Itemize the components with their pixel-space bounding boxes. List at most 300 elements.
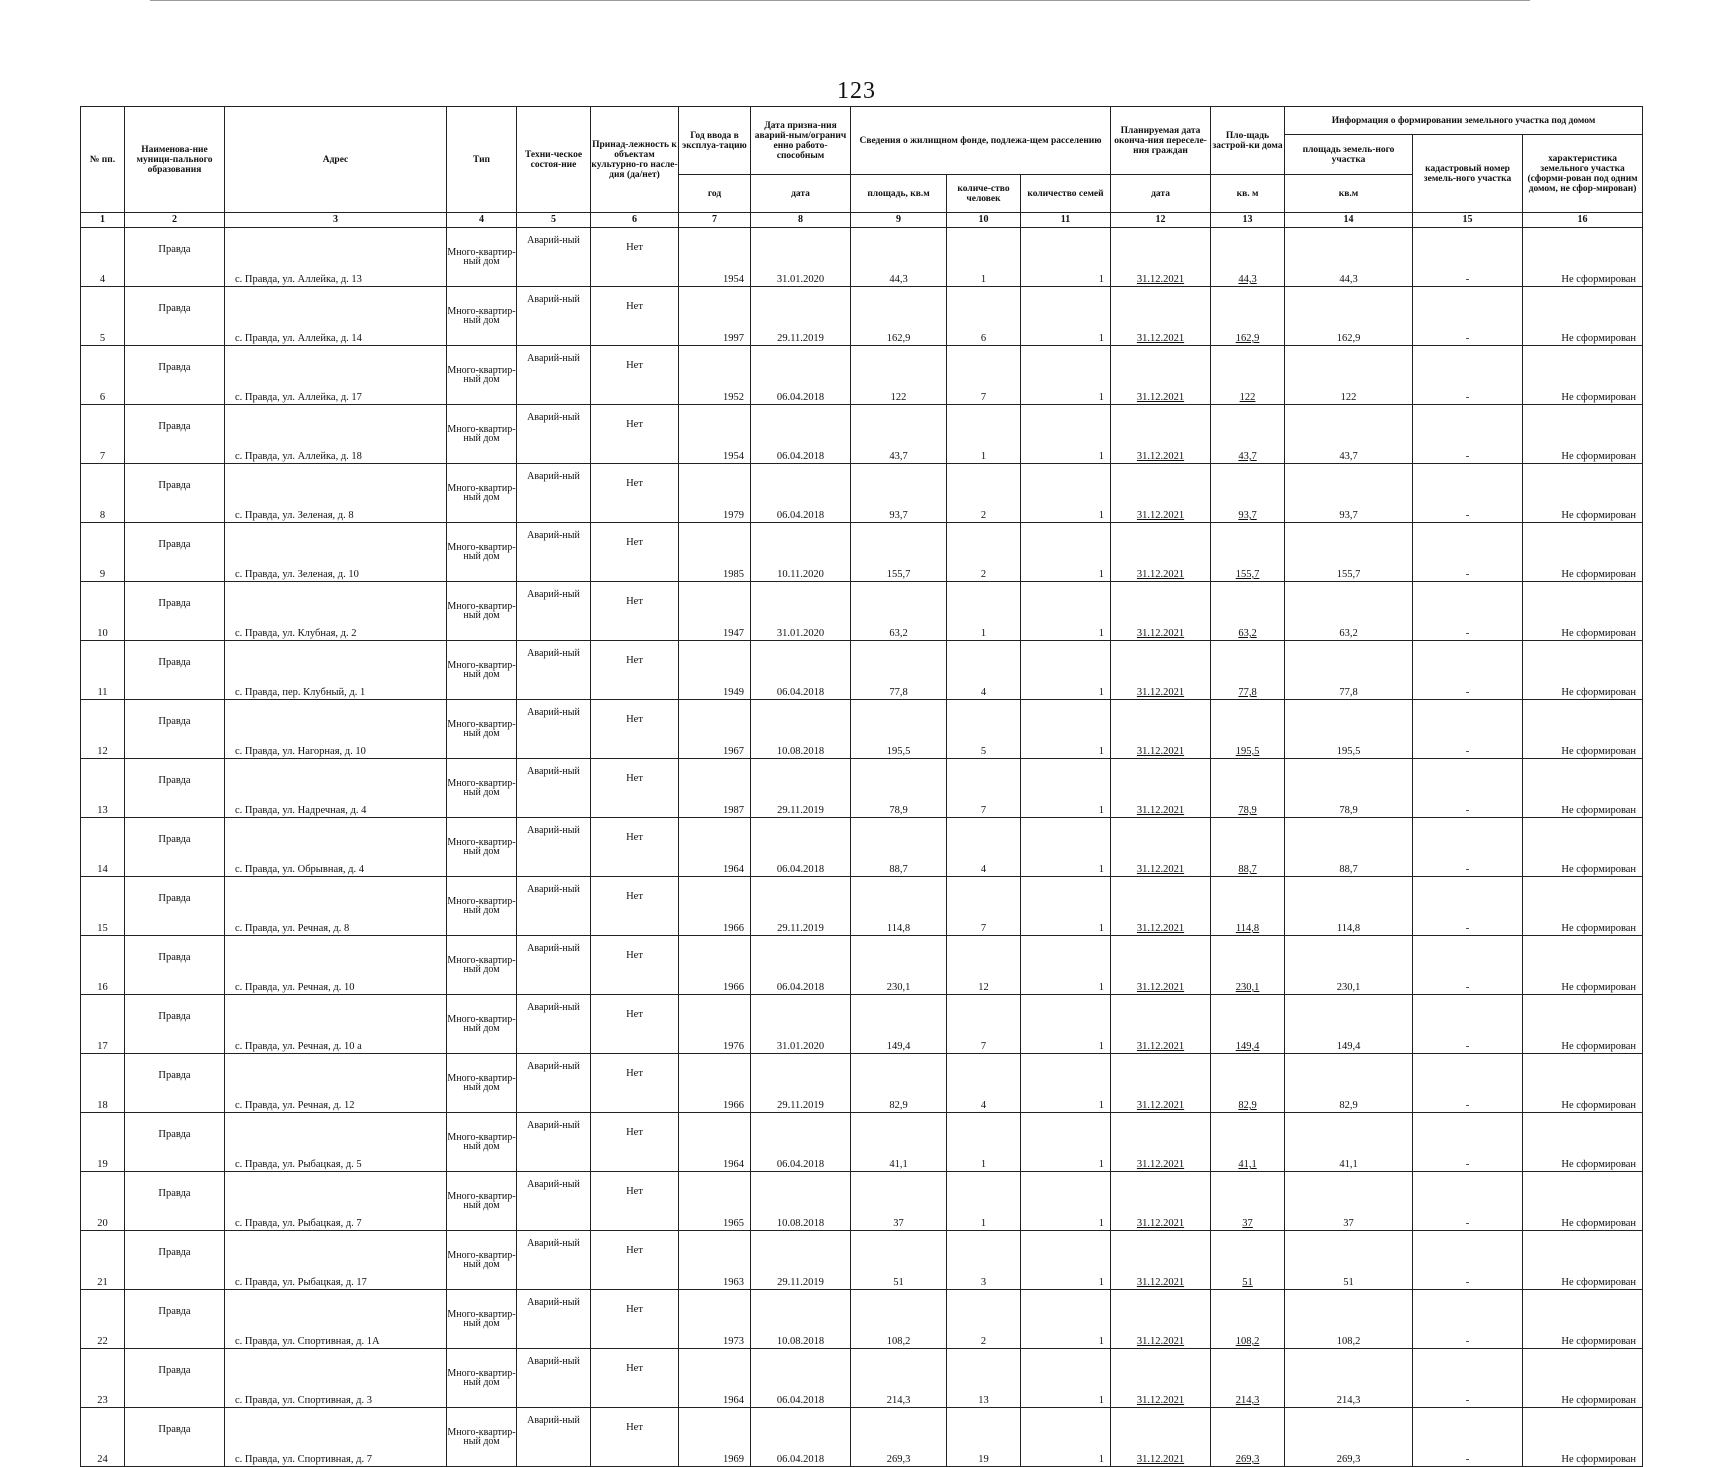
families-count-cell: 1 [1021,582,1111,641]
header-housing-area: площадь, кв.м [851,175,947,213]
planned-date-cell: 31.12.2021 [1111,1113,1211,1172]
technical-state-cell: Аварий-ный [517,582,591,641]
cadastral-number-cell: - [1413,759,1523,818]
header-building-area: Пло-щадь застрой-ки дома [1211,107,1285,175]
header-date-sub: дата [751,175,851,213]
people-count-cell: 7 [947,759,1021,818]
column-number: 10 [947,213,1021,228]
planned-date-cell: 31.12.2021 [1111,995,1211,1054]
families-count-cell: 1 [1021,1172,1111,1231]
table-row [81,1349,1643,1408]
column-number: 1 [81,213,125,228]
building-type-cell: Много-квартир-ный дом [447,346,517,405]
column-number: 13 [1211,213,1285,228]
emergency-date-cell: 06.04.2018 [751,818,851,877]
technical-state-cell: Аварий-ный [517,1290,591,1349]
municipality-cell: Правда [125,1113,225,1172]
housing-area-cell: 108,2 [851,1290,947,1349]
building-type-cell: Много-квартир-ный дом [447,464,517,523]
housing-area-cell: 88,7 [851,818,947,877]
address-cell: с. Правда, ул. Спортивная, д. 1А [225,1290,447,1349]
land-status-cell: Не сформирован [1523,936,1643,995]
families-count-cell: 1 [1021,995,1111,1054]
building-type-cell: Много-квартир-ный дом [447,1408,517,1467]
families-count-cell: 1 [1021,641,1111,700]
housing-area-cell: 41,1 [851,1113,947,1172]
commission-year-cell: 1954 [679,228,751,287]
cultural-heritage-cell: Нет [591,523,679,582]
cadastral-number-cell: - [1413,877,1523,936]
commission-year-cell: 1964 [679,818,751,877]
header-people-count: количе-ство человек [947,175,1021,213]
table-row [81,287,1643,346]
building-area-cell: 149,4 [1211,995,1285,1054]
planned-date-cell: 31.12.2021 [1111,405,1211,464]
address-cell: с. Правда, ул. Речная, д. 8 [225,877,447,936]
emergency-date-cell: 31.01.2020 [751,582,851,641]
planned-date-cell: 31.12.2021 [1111,523,1211,582]
emergency-date-cell: 06.04.2018 [751,464,851,523]
land-status-cell: Не сформирован [1523,523,1643,582]
land-area-cell: 82,9 [1285,1054,1413,1113]
municipality-cell: Правда [125,287,225,346]
emergency-date-cell: 06.04.2018 [751,1113,851,1172]
cultural-heritage-cell: Нет [591,1054,679,1113]
address-cell: с. Правда, ул. Аллейка, д. 18 [225,405,447,464]
housing-area-cell: 77,8 [851,641,947,700]
building-area-cell: 37 [1211,1172,1285,1231]
land-area-cell: 41,1 [1285,1113,1413,1172]
technical-state-cell: Аварий-ный [517,1231,591,1290]
land-status-cell: Не сформирован [1523,1349,1643,1408]
commission-year-cell: 1966 [679,1054,751,1113]
housing-area-cell: 82,9 [851,1054,947,1113]
column-number: 3 [225,213,447,228]
housing-area-cell: 162,9 [851,287,947,346]
table-row [81,346,1643,405]
cadastral-number-cell: - [1413,1290,1523,1349]
municipality-cell: Правда [125,641,225,700]
address-cell: с. Правда, ул. Речная, д. 10 а [225,995,447,1054]
families-count-cell: 1 [1021,1113,1111,1172]
families-count-cell: 1 [1021,523,1111,582]
land-status-cell: Не сформирован [1523,1113,1643,1172]
people-count-cell: 2 [947,1290,1021,1349]
municipality-cell: Правда [125,1408,225,1467]
people-count-cell: 4 [947,641,1021,700]
people-count-cell: 1 [947,582,1021,641]
page-number: 123 [837,78,876,104]
people-count-cell: 12 [947,936,1021,995]
municipality-cell: Правда [125,523,225,582]
people-count-cell: 4 [947,818,1021,877]
commission-year-cell: 1963 [679,1231,751,1290]
land-area-cell: 122 [1285,346,1413,405]
row-number: 13 [81,759,125,818]
municipality-cell: Правда [125,936,225,995]
commission-year-cell: 1979 [679,464,751,523]
building-area-cell: 77,8 [1211,641,1285,700]
cultural-heritage-cell: Нет [591,346,679,405]
land-status-cell: Не сформирован [1523,1054,1643,1113]
building-type-cell: Много-квартир-ный дом [447,759,517,818]
building-type-cell: Много-квартир-ный дом [447,1349,517,1408]
planned-date-cell: 31.12.2021 [1111,877,1211,936]
land-area-cell: 93,7 [1285,464,1413,523]
housing-area-cell: 44,3 [851,228,947,287]
housing-area-cell: 37 [851,1172,947,1231]
cultural-heritage-cell: Нет [591,1290,679,1349]
emergency-date-cell: 10.11.2020 [751,523,851,582]
families-count-cell: 1 [1021,464,1111,523]
commission-year-cell: 1985 [679,523,751,582]
building-type-cell: Много-квартир-ный дом [447,936,517,995]
families-count-cell: 1 [1021,228,1111,287]
cadastral-number-cell: - [1413,995,1523,1054]
address-cell: с. Правда, ул. Аллейка, д. 17 [225,346,447,405]
cadastral-number-cell: - [1413,287,1523,346]
commission-year-cell: 1967 [679,700,751,759]
people-count-cell: 2 [947,523,1021,582]
housing-area-cell: 122 [851,346,947,405]
address-cell: с. Правда, ул. Аллейка, д. 13 [225,228,447,287]
families-count-cell: 1 [1021,936,1111,995]
row-number: 19 [81,1113,125,1172]
cultural-heritage-cell: Нет [591,228,679,287]
people-count-cell: 5 [947,700,1021,759]
address-cell: с. Правда, ул. Речная, д. 12 [225,1054,447,1113]
cadastral-number-cell: - [1413,1054,1523,1113]
commission-year-cell: 1973 [679,1290,751,1349]
cultural-heritage-cell: Нет [591,818,679,877]
building-area-cell: 108,2 [1211,1290,1285,1349]
address-cell: с. Правда, ул. Нагорная, д. 10 [225,700,447,759]
land-status-cell: Не сформирован [1523,1290,1643,1349]
row-number: 23 [81,1349,125,1408]
emergency-date-cell: 10.08.2018 [751,1172,851,1231]
header-planned-date-sub: дата [1111,175,1211,213]
row-number: 7 [81,405,125,464]
address-cell: с. Правда, ул. Спортивная, д. 7 [225,1408,447,1467]
planned-date-cell: 31.12.2021 [1111,346,1211,405]
table-row [81,523,1643,582]
column-number: 12 [1111,213,1211,228]
planned-date-cell: 31.12.2021 [1111,1290,1211,1349]
cultural-heritage-cell: Нет [591,287,679,346]
municipality-cell: Правда [125,818,225,877]
technical-state-cell: Аварий-ный [517,759,591,818]
header-land-group: Информация о формировании земельного участка под домом [1285,107,1643,135]
row-number: 24 [81,1408,125,1467]
municipality-cell: Правда [125,1054,225,1113]
planned-date-cell: 31.12.2021 [1111,228,1211,287]
families-count-cell: 1 [1021,877,1111,936]
cadastral-number-cell: - [1413,582,1523,641]
land-status-cell: Не сформирован [1523,464,1643,523]
people-count-cell: 7 [947,877,1021,936]
planned-date-cell: 31.12.2021 [1111,464,1211,523]
building-area-cell: 78,9 [1211,759,1285,818]
housing-registry-table [80,106,1643,1467]
people-count-cell: 7 [947,346,1021,405]
commission-year-cell: 1997 [679,287,751,346]
table-row [81,1113,1643,1172]
address-cell: с. Правда, ул. Рыбацкая, д. 7 [225,1172,447,1231]
cultural-heritage-cell: Нет [591,1113,679,1172]
land-area-cell: 230,1 [1285,936,1413,995]
commission-year-cell: 1952 [679,346,751,405]
emergency-date-cell: 31.01.2020 [751,228,851,287]
families-count-cell: 1 [1021,346,1111,405]
table-row [81,1172,1643,1231]
scan-top-rule [150,0,1530,1]
row-number: 4 [81,228,125,287]
address-cell: с. Правда, ул. Клубная, д. 2 [225,582,447,641]
commission-year-cell: 1976 [679,995,751,1054]
table-row [81,582,1643,641]
building-area-cell: 43,7 [1211,405,1285,464]
families-count-cell: 1 [1021,1054,1111,1113]
people-count-cell: 7 [947,995,1021,1054]
technical-state-cell: Аварий-ный [517,523,591,582]
address-cell: с. Правда, ул. Надречная, д. 4 [225,759,447,818]
row-number: 20 [81,1172,125,1231]
land-status-cell: Не сформирован [1523,287,1643,346]
technical-state-cell: Аварий-ный [517,464,591,523]
header-land-area-sub: кв.м [1285,175,1413,213]
commission-year-cell: 1964 [679,1113,751,1172]
families-count-cell: 1 [1021,287,1111,346]
families-count-cell: 1 [1021,1349,1111,1408]
land-area-cell: 77,8 [1285,641,1413,700]
families-count-cell: 1 [1021,1231,1111,1290]
row-number: 5 [81,287,125,346]
table-row [81,700,1643,759]
column-number: 9 [851,213,947,228]
planned-date-cell: 31.12.2021 [1111,700,1211,759]
table-row [81,818,1643,877]
land-area-cell: 114,8 [1285,877,1413,936]
building-area-cell: 195,5 [1211,700,1285,759]
emergency-date-cell: 29.11.2019 [751,287,851,346]
header-cadastral-number: кадастровый номер земель-ного участка [1413,135,1523,213]
planned-date-cell: 31.12.2021 [1111,759,1211,818]
cultural-heritage-cell: Нет [591,936,679,995]
land-status-cell: Не сформирован [1523,1172,1643,1231]
land-area-cell: 43,7 [1285,405,1413,464]
cadastral-number-cell: - [1413,228,1523,287]
technical-state-cell: Аварий-ный [517,1408,591,1467]
land-status-cell: Не сформирован [1523,346,1643,405]
column-number: 7 [679,213,751,228]
municipality-cell: Правда [125,346,225,405]
column-number: 15 [1413,213,1523,228]
table-row [81,995,1643,1054]
municipality-cell: Правда [125,700,225,759]
people-count-cell: 13 [947,1349,1021,1408]
table-row [81,877,1643,936]
housing-area-cell: 155,7 [851,523,947,582]
table-row [81,1054,1643,1113]
row-number: 10 [81,582,125,641]
header-cultural-heritage: Принад-лежность к объектам культурно-го насле-дия (да/нет) [591,107,679,213]
cultural-heritage-cell: Нет [591,1408,679,1467]
emergency-date-cell: 06.04.2018 [751,1349,851,1408]
building-type-cell: Много-квартир-ный дом [447,228,517,287]
cadastral-number-cell: - [1413,1349,1523,1408]
technical-state-cell: Аварий-ный [517,995,591,1054]
people-count-cell: 3 [947,1231,1021,1290]
housing-area-cell: 214,3 [851,1349,947,1408]
column-number: 4 [447,213,517,228]
technical-state-cell: Аварий-ный [517,1172,591,1231]
row-number: 12 [81,700,125,759]
land-area-cell: 269,3 [1285,1408,1413,1467]
table-row [81,1231,1643,1290]
land-area-cell: 108,2 [1285,1290,1413,1349]
address-cell: с. Правда, ул. Рыбацкая, д. 17 [225,1231,447,1290]
land-area-cell: 78,9 [1285,759,1413,818]
people-count-cell: 2 [947,464,1021,523]
land-status-cell: Не сформирован [1523,995,1643,1054]
land-area-cell: 155,7 [1285,523,1413,582]
land-area-cell: 63,2 [1285,582,1413,641]
table-row [81,405,1643,464]
building-type-cell: Много-квартир-ный дом [447,1054,517,1113]
row-number: 6 [81,346,125,405]
land-area-cell: 214,3 [1285,1349,1413,1408]
cultural-heritage-cell: Нет [591,1349,679,1408]
emergency-date-cell: 06.04.2018 [751,936,851,995]
land-status-cell: Не сформирован [1523,641,1643,700]
building-type-cell: Много-квартир-ный дом [447,1113,517,1172]
row-number: 8 [81,464,125,523]
municipality-cell: Правда [125,877,225,936]
emergency-date-cell: 06.04.2018 [751,405,851,464]
cultural-heritage-cell: Нет [591,464,679,523]
header-emergency-date: Дата призна-ния аварий-ным/огранич енно работо-способным [751,107,851,175]
building-area-cell: 214,3 [1211,1349,1285,1408]
header-land-status: характеристика земельного участка (сформи-рован под одним домом, не сфор-мирован) [1523,135,1643,213]
technical-state-cell: Аварий-ный [517,287,591,346]
families-count-cell: 1 [1021,818,1111,877]
cadastral-number-cell: - [1413,1172,1523,1231]
planned-date-cell: 31.12.2021 [1111,818,1211,877]
cadastral-number-cell: - [1413,936,1523,995]
emergency-date-cell: 29.11.2019 [751,1054,851,1113]
commission-year-cell: 1964 [679,1349,751,1408]
address-cell: с. Правда, ул. Аллейка, д. 14 [225,287,447,346]
commission-year-cell: 1965 [679,1172,751,1231]
building-type-cell: Много-квартир-ный дом [447,1231,517,1290]
commission-year-cell: 1987 [679,759,751,818]
housing-area-cell: 78,9 [851,759,947,818]
header-land-area: площадь земель-ного участка [1285,135,1413,175]
families-count-cell: 1 [1021,759,1111,818]
housing-area-cell: 114,8 [851,877,947,936]
people-count-cell: 1 [947,405,1021,464]
people-count-cell: 4 [947,1054,1021,1113]
building-type-cell: Много-квартир-ный дом [447,1290,517,1349]
row-number: 14 [81,818,125,877]
land-status-cell: Не сформирован [1523,228,1643,287]
header-municipality: Наименова-ние муници-пального образования [125,107,225,213]
land-area-cell: 88,7 [1285,818,1413,877]
table-body [81,228,1643,1467]
header-year-sub: год [679,175,751,213]
families-count-cell: 1 [1021,700,1111,759]
municipality-cell: Правда [125,405,225,464]
building-area-cell: 88,7 [1211,818,1285,877]
municipality-cell: Правда [125,1290,225,1349]
planned-date-cell: 31.12.2021 [1111,1349,1211,1408]
column-number-row [81,213,1643,228]
cadastral-number-cell: - [1413,1113,1523,1172]
technical-state-cell: Аварий-ный [517,346,591,405]
address-cell: с. Правда, ул. Речная, д. 10 [225,936,447,995]
column-number: 8 [751,213,851,228]
emergency-date-cell: 10.08.2018 [751,700,851,759]
municipality-cell: Правда [125,995,225,1054]
land-area-cell: 162,9 [1285,287,1413,346]
housing-area-cell: 149,4 [851,995,947,1054]
land-status-cell: Не сформирован [1523,818,1643,877]
header-commission-year: Год ввода в эксплуа-тацию [679,107,751,175]
planned-date-cell: 31.12.2021 [1111,936,1211,995]
table-row [81,1290,1643,1349]
cultural-heritage-cell: Нет [591,405,679,464]
column-number: 16 [1523,213,1643,228]
cadastral-number-cell: - [1413,1408,1523,1467]
address-cell: с. Правда, ул. Рыбацкая, д. 5 [225,1113,447,1172]
cultural-heritage-cell: Нет [591,877,679,936]
building-area-cell: 51 [1211,1231,1285,1290]
building-area-cell: 162,9 [1211,287,1285,346]
land-area-cell: 51 [1285,1231,1413,1290]
column-number: 5 [517,213,591,228]
row-number: 21 [81,1231,125,1290]
people-count-cell: 19 [947,1408,1021,1467]
row-number: 18 [81,1054,125,1113]
land-status-cell: Не сформирован [1523,877,1643,936]
table-row [81,759,1643,818]
families-count-cell: 1 [1021,1290,1111,1349]
header-planned-date: Планируемая дата оконча-ния переселе-ния граждан [1111,107,1211,175]
cadastral-number-cell: - [1413,641,1523,700]
building-type-cell: Много-квартир-ный дом [447,818,517,877]
cadastral-number-cell: - [1413,346,1523,405]
emergency-date-cell: 06.04.2018 [751,641,851,700]
address-cell: с. Правда, ул. Зеленая, д. 8 [225,464,447,523]
column-number: 14 [1285,213,1413,228]
cultural-heritage-cell: Нет [591,1231,679,1290]
row-number: 11 [81,641,125,700]
commission-year-cell: 1966 [679,877,751,936]
people-count-cell: 1 [947,1113,1021,1172]
address-cell: с. Правда, ул. Обрывная, д. 4 [225,818,447,877]
planned-date-cell: 31.12.2021 [1111,1408,1211,1467]
building-area-cell: 41,1 [1211,1113,1285,1172]
land-area-cell: 195,5 [1285,700,1413,759]
land-area-cell: 44,3 [1285,228,1413,287]
cadastral-number-cell: - [1413,405,1523,464]
building-area-cell: 155,7 [1211,523,1285,582]
technical-state-cell: Аварий-ный [517,936,591,995]
building-type-cell: Много-квартир-ный дом [447,405,517,464]
technical-state-cell: Аварий-ный [517,641,591,700]
families-count-cell: 1 [1021,405,1111,464]
people-count-cell: 1 [947,228,1021,287]
